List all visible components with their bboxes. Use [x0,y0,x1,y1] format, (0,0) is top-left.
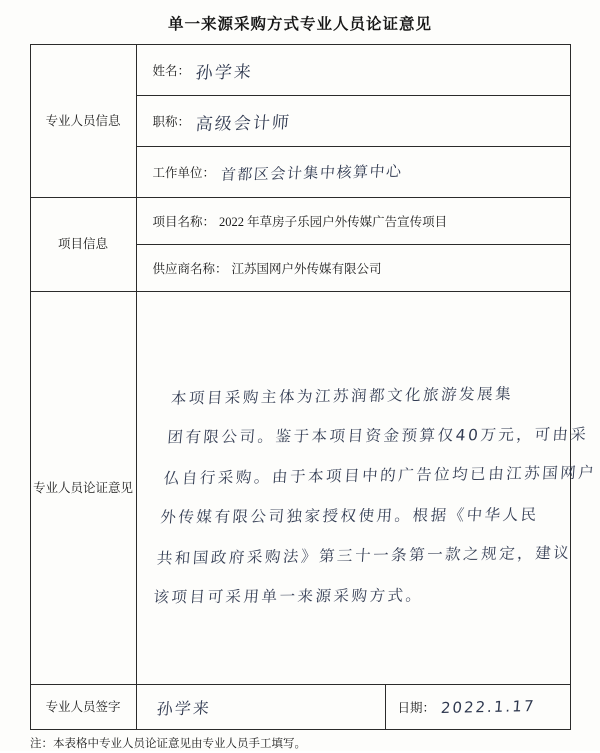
field-label-name: 姓名： [152,64,191,78]
opinion-line: 共和国政府采购法》第三十一条第一款之规定，建议 [155,543,572,568]
field-workunit-cell [136,147,570,198]
field-value-name: 孙学来 [194,61,254,84]
form-footnote: 注：本表格中专业人员论证意见由专业人员手工填写。 [30,738,306,750]
opinion-line: 仏自行采购。由于本项目中的广告位均已由江苏国网户 [162,463,597,488]
row-label-signature: 专业人员签字 [30,685,136,730]
opinion-handwritten-text [124,350,597,626]
opinion-content-cell [136,292,597,685]
row-label-opinion: 专业人员论证意见 [30,292,136,685]
table-row [30,685,570,730]
field-title-cell [136,96,570,147]
argumentation-form-table [30,44,597,730]
row-label-person-info: 专业人员信息 [30,45,136,198]
table-row [30,198,570,245]
field-name-cell [136,45,570,96]
field-value-workunit: 首都区会计集中核算中心 [220,161,404,184]
field-label-supplier: 供应商名称： [152,262,228,276]
field-project-name-cell [136,198,570,245]
table-row [30,45,570,96]
row-label-project-info: 项目信息 [30,198,136,292]
table-row [30,292,570,685]
field-supplier-cell [136,245,570,292]
opinion-line: 外传媒有限公司独家授权使用。根据《中华人民 [159,505,539,527]
field-label-title: 职称： [152,115,191,129]
opinion-line: 团有限公司。鉴于本项目资金预算仅40万元，可由采 [166,425,589,447]
page-title: 单一来源采购方式专业人员论证意见 [167,16,432,33]
field-value-title: 高级会计师 [194,112,292,135]
field-label-project-name: 项目名称： [152,215,216,229]
field-label-workunit: 工作单位： [152,166,216,180]
opinion-line: 本项目采购主体为江苏润都文化旅游发展集 [169,384,514,408]
field-value-project-name: 2022 年草房子乐园户外传媒广告宣传项目 [219,215,448,229]
field-value-supplier: 江苏国网户外传媒有限公司 [231,262,382,276]
opinion-line: 该项目可采用单一来源采购方式。 [152,586,424,607]
date-value: 2022.1.17 [440,697,537,717]
signature-and-date-cell [136,685,570,730]
signature-value: 孙学来 [155,697,212,719]
date-label: 日期： [397,701,436,715]
